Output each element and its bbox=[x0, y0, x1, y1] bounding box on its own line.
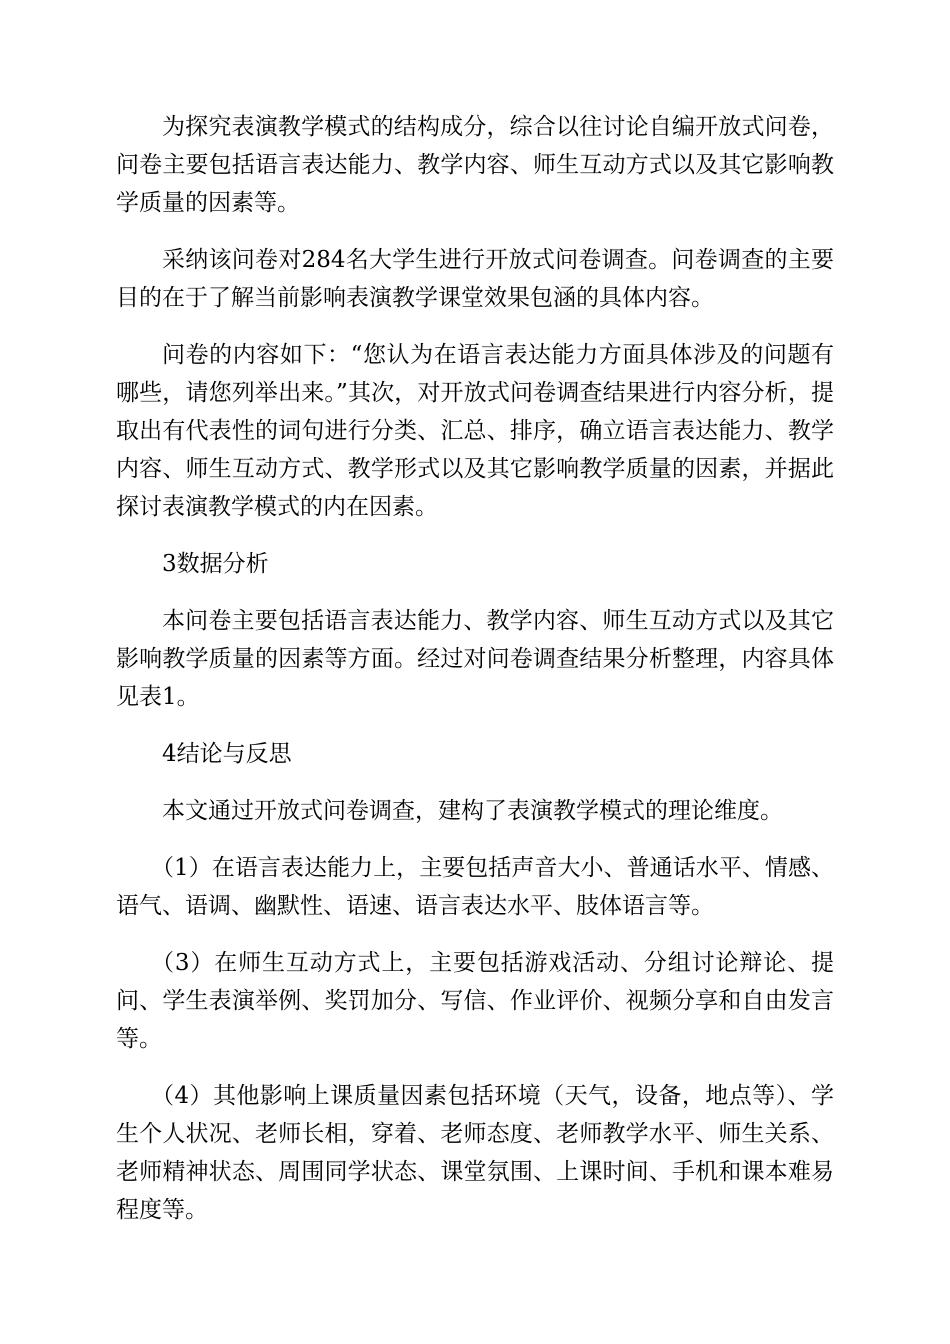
list-item-language-ability: （1）在语言表达能力上，主要包括声音大小、普通话水平、情感、语气、语调、幽默性、语速、语言表达水平、肢体语言等。 bbox=[116, 855, 834, 919]
section-heading-data-analysis: 3数据分析 bbox=[162, 551, 269, 577]
list-item-other-factors: （4）其他影响上课质量因素包括环境（天气，设备，地点等）、学生个人状况、老师长相，穿着、老师态度、老师教学水平、师生关系、老师精神状态、周围同学状态、课堂氛围、上课时间、手机和课本难易程度等。 bbox=[116, 1083, 834, 1223]
paragraph-survey: 采纳该问卷对284名大学生进行开放式问卷调查。问卷调查的主要目的在于了解当前影响表演教学课堂效果包涵的具体内容。 bbox=[116, 247, 834, 311]
section-heading-conclusion: 4结论与反思 bbox=[162, 741, 292, 767]
paragraph-conclusion-intro: 本文通过开放式问卷调查，建构了表演教学模式的理论维度。 bbox=[162, 798, 783, 824]
paragraph-questionnaire-content: 问卷的内容如下：“您认为在语言表达能力方面具体涉及的问题有哪些，请您列举出来。”其次，对开放式问卷调查结果进行内容分析，提取出有代表性的词句进行分类、汇总、排序，确立语言表达能力、教学内容、师生互动方式、教学形式以及其它影响教学质量的因素，并据此探讨表演教学模式的内在因素。 bbox=[116, 342, 834, 520]
document-page bbox=[116, 108, 834, 1248]
paragraph-intro: 为探究表演教学模式的结构成分，综合以往讨论自编开放式问卷，问卷主要包括语言表达能力、教学内容、师生互动方式以及其它影响教学质量的因素等。 bbox=[116, 114, 834, 216]
paragraph-data-analysis: 本问卷主要包括语言表达能力、教学内容、师生互动方式以及其它影响教学质量的因素等方面。经过对问卷调查结果分析整理，内容具体见表1。 bbox=[116, 608, 834, 710]
list-item-interaction: （3）在师生互动方式上，主要包括游戏活动、分组讨论辩论、提问、学生表演举例、奖罚加分、写信、作业评价、视频分享和自由发言等。 bbox=[116, 950, 834, 1052]
